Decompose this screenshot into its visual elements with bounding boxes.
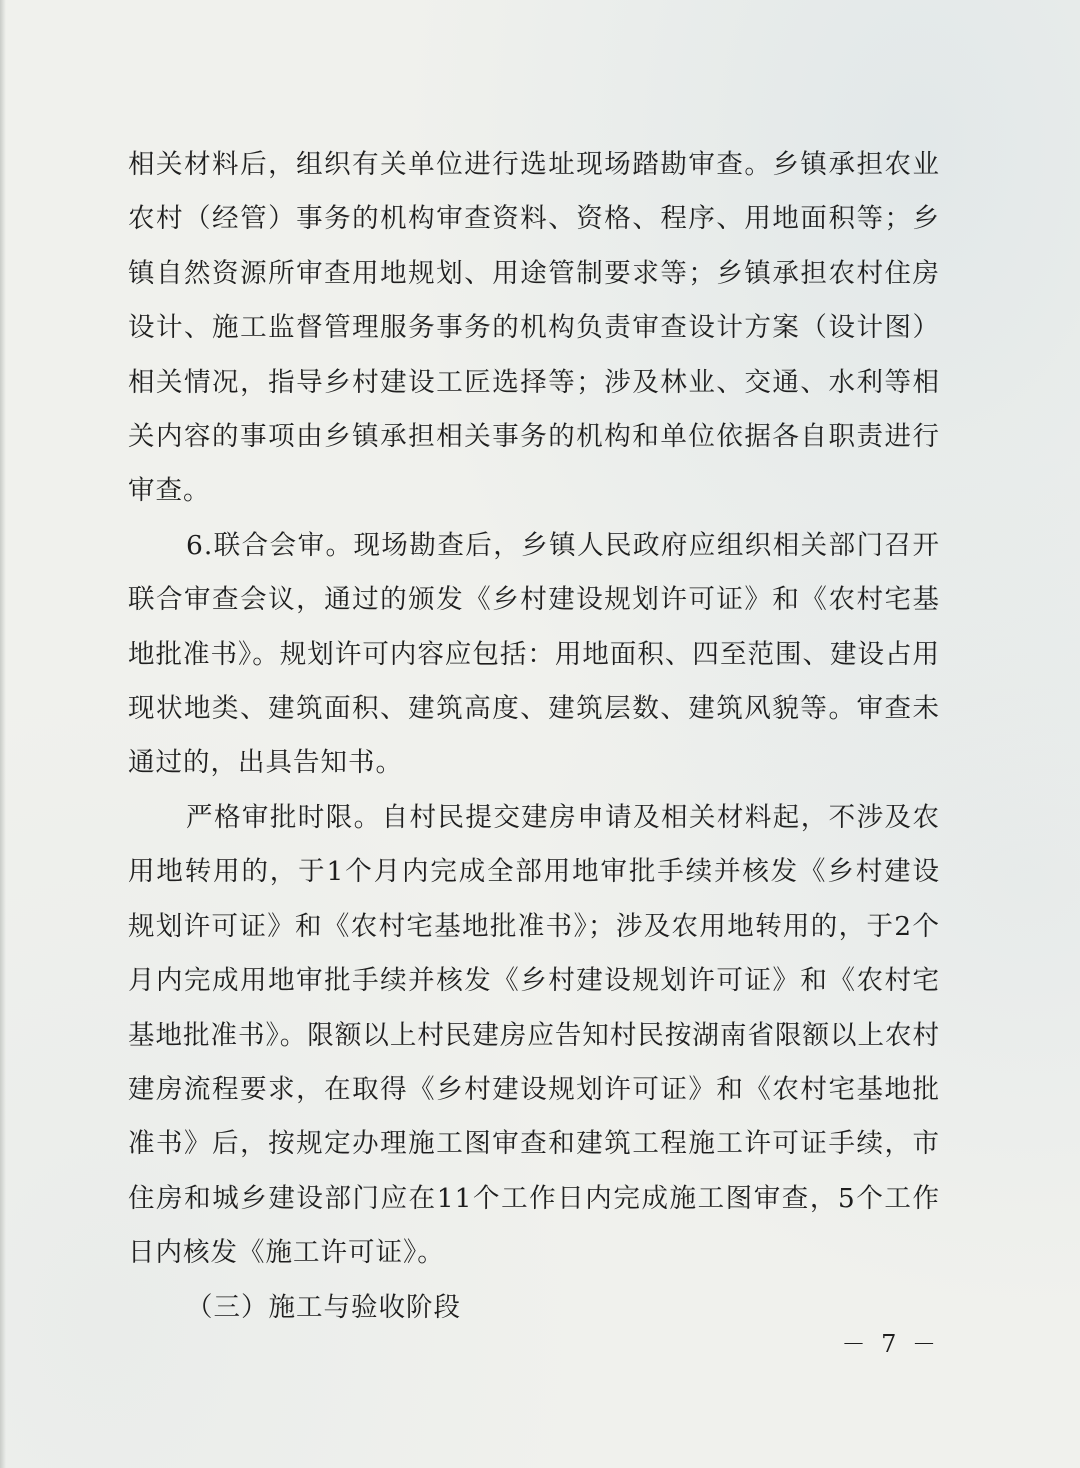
document-body	[128, 138, 940, 1335]
paragraph-continuation: 相关材料后，组织有关单位进行选址现场踏勘审查。乡镇承担农业农村（经管）事务的机构审查资料、资格、程序、用地面积等；乡镇自然资源所审查用地规划、用途管制要求等；乡镇承担农村住房设计、施工监督管理服务事务的机构负责审查设计方案（设计图）相关情况，指导乡村建设工匠选择等；涉及林业、交通、水利等相关内容的事项由乡镇承担相关事务的机构和单位依据各自职责进行审查。	[128, 149, 940, 507]
scan-edge-shadow	[0, 0, 6, 1468]
section-heading-construction-acceptance: （三）施工与验收阶段	[186, 1291, 461, 1323]
paragraph-joint-review: 6.联合会审。现场勘查后，乡镇人民政府应组织相关部门召开联合审查会议，通过的颁发《乡村建设规划许可证》和《农村宅基地批准书》。规划许可内容应包括：用地面积、四至范围、建设占用现状地类、建筑面积、建筑高度、建筑层数、建筑风貌等。审查未通过的，出具告知书。	[128, 529, 940, 779]
page-number: － 7 －	[841, 1330, 940, 1358]
paragraph-approval-time-limit: 严格审批时限。自村民提交建房申请及相关材料起，不涉及农用地转用的，于1个月内完成全部用地审批手续并核发《乡村建设规划许可证》和《农村宅基地批准书》；涉及农用地转用的，于2个月内完成用地审批手续并核发《乡村建设规划许可证》和《农村宅基地批准书》。限额以上村民建房应告知村民按湖南省限额以上农村建房流程要求，在取得《乡村建设规划许可证》和《农村宅基地批准书》后，按规定办理施工图审查和建筑工程施工许可证手续，市住房和城乡建设部门应在11个工作日内完成施工图审查，5个工作日内核发《施工许可证》。	[128, 801, 940, 1269]
